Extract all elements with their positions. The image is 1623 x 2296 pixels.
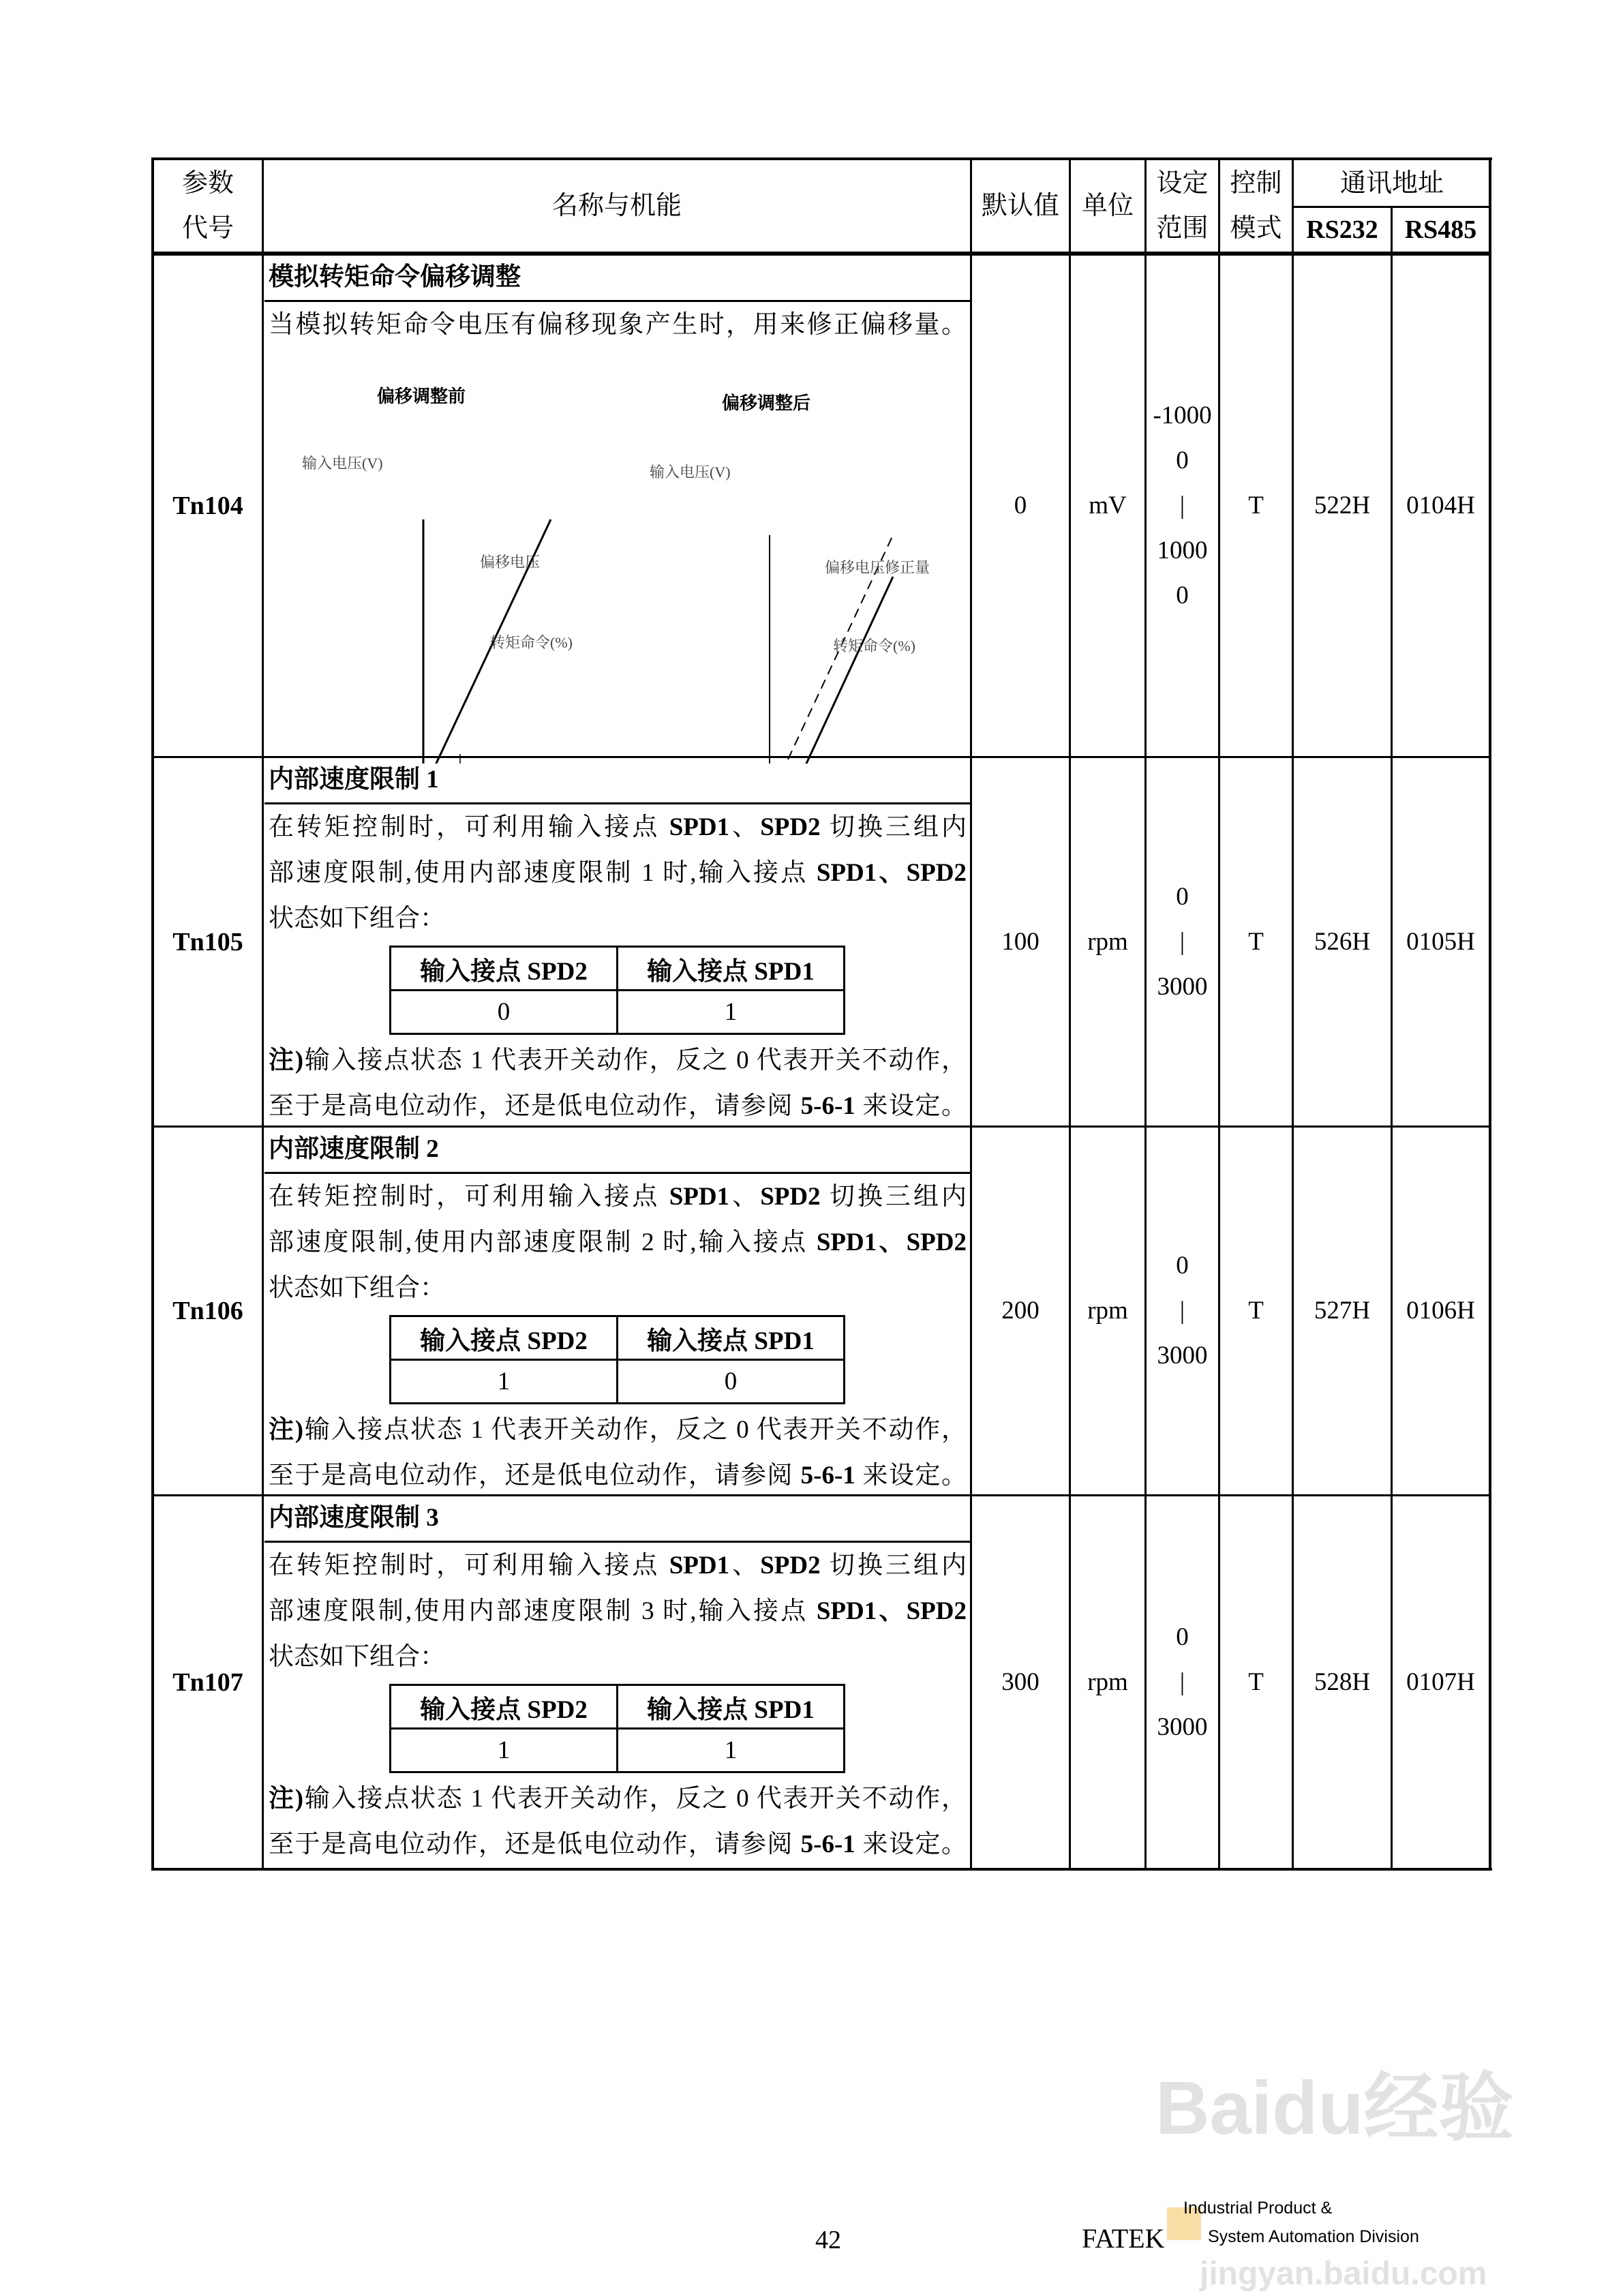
rs485-address-text: 0107H bbox=[1406, 1667, 1475, 1696]
bold-term: SPD1 bbox=[669, 813, 730, 841]
rs232-address-text: 526H bbox=[1314, 927, 1371, 956]
header-text: 代号 bbox=[181, 214, 234, 243]
header-text: 名称与机能 bbox=[551, 192, 682, 220]
offset-label: 偏移电压修正量 bbox=[825, 559, 930, 576]
range-value: 0 bbox=[1176, 1252, 1189, 1280]
range-value: 0 bbox=[1176, 447, 1189, 474]
y-axis-label: 输入电压(V) bbox=[302, 455, 383, 472]
param-code-text: Tn106 bbox=[172, 1297, 243, 1325]
unit-text: rpm bbox=[1087, 1667, 1128, 1696]
header-text: 单位 bbox=[1081, 192, 1134, 220]
diagram-after bbox=[624, 393, 930, 764]
table-cell: 1 bbox=[391, 1729, 618, 1772]
default-value-text: 100 bbox=[1001, 927, 1040, 956]
bold-term: 注) bbox=[269, 1416, 304, 1444]
text-segment: 状态如下组合： bbox=[269, 1643, 445, 1671]
input-state-table bbox=[389, 1315, 845, 1404]
parameter-title: 内部速度限制 1 bbox=[264, 758, 971, 804]
division-line-1: Industrial Product & bbox=[1183, 2199, 1333, 2218]
text-segment: 当模拟转矩命令电压有偏移现象产生时，用来修正偏移量。 bbox=[269, 311, 967, 339]
description-line bbox=[264, 1588, 971, 1634]
bold-term: 注) bbox=[269, 1046, 304, 1074]
input-state-table bbox=[389, 1684, 845, 1773]
table-row bbox=[391, 1360, 845, 1404]
text-segment: 输入接点状态 1 代表开关动作，反之 0 代表开关不动作， bbox=[303, 1046, 967, 1074]
parameter-description bbox=[264, 758, 971, 1129]
rs485-address-text: 0105H bbox=[1406, 927, 1475, 956]
header-text: 默认值 bbox=[981, 192, 1059, 220]
table-cell: 1 bbox=[618, 1729, 845, 1772]
setting-range bbox=[1147, 1128, 1218, 1494]
brand-name: FATEK bbox=[1082, 2223, 1165, 2254]
default-value-text: 0 bbox=[1014, 492, 1027, 519]
corrected-line bbox=[628, 577, 893, 764]
range-value: 1000 bbox=[1157, 537, 1208, 564]
table-header-cell: 输入接点 SPD1 bbox=[618, 947, 845, 991]
bold-term: 注) bbox=[269, 1785, 304, 1813]
text-segment: 来设定。 bbox=[855, 1092, 967, 1120]
parameter-title: 模拟转矩命令偏移调整 bbox=[264, 256, 971, 302]
diagram-title: 偏移调整前 bbox=[376, 387, 466, 406]
bold-term: SPD1、SPD2 bbox=[816, 1228, 967, 1256]
description-line bbox=[264, 1407, 971, 1453]
parameter-title: 内部速度限制 2 bbox=[264, 1128, 971, 1174]
header-text: RS232 bbox=[1306, 215, 1378, 244]
control-mode-text: T bbox=[1248, 492, 1264, 519]
text-segment: 至于是高电位动作，还是低电位动作，请参阅 bbox=[269, 1830, 801, 1858]
parameter-title: 内部速度限制 3 bbox=[264, 1496, 971, 1543]
bold-term: 5-6-1 bbox=[800, 1092, 855, 1120]
range-value: 0 bbox=[1176, 581, 1189, 609]
text-segment: 、 bbox=[729, 1183, 761, 1211]
param-code bbox=[154, 1128, 262, 1494]
control-mode-text: T bbox=[1248, 1297, 1264, 1325]
setting-range bbox=[1147, 758, 1218, 1126]
description-line bbox=[264, 1038, 971, 1083]
x-axis-label: 转矩命令(%) bbox=[833, 637, 915, 654]
control-mode bbox=[1220, 758, 1292, 1126]
offset-label: 偏移电压 bbox=[480, 554, 541, 571]
description-line bbox=[264, 850, 971, 896]
header-text: 设定 bbox=[1156, 169, 1209, 198]
text-segment: 至于是高电位动作，还是低电位动作，请参阅 bbox=[269, 1462, 801, 1490]
table-header-cell: 输入接点 SPD2 bbox=[391, 1685, 618, 1729]
rs232-address-text: 522H bbox=[1314, 492, 1371, 519]
parameter-description bbox=[264, 1128, 971, 1498]
input-state-table bbox=[389, 946, 845, 1035]
table-cell: 0 bbox=[391, 991, 618, 1034]
bold-term: SPD1、SPD2 bbox=[816, 859, 967, 887]
bold-term: SPD1、SPD2 bbox=[816, 1597, 967, 1625]
description-line bbox=[264, 1543, 971, 1588]
param-code bbox=[154, 1496, 262, 1868]
rs232-address-text: 527H bbox=[1314, 1297, 1371, 1325]
bold-term: 5-6-1 bbox=[800, 1462, 855, 1490]
description-line bbox=[264, 1174, 971, 1220]
unit bbox=[1071, 1496, 1144, 1868]
range-value: 0 bbox=[1176, 1622, 1189, 1651]
range-value: 3000 bbox=[1157, 1342, 1208, 1370]
text-segment: 、 bbox=[729, 1552, 761, 1580]
default-value-text: 300 bbox=[1001, 1667, 1040, 1696]
text-segment: 状态如下组合： bbox=[269, 905, 445, 933]
description-line bbox=[264, 1822, 971, 1867]
y-axis-label: 输入电压(V) bbox=[650, 464, 731, 481]
range-value: | bbox=[1179, 492, 1185, 519]
table-header-cell: 输入接点 SPD2 bbox=[391, 947, 618, 991]
watermark-logo: Baidu经验 bbox=[1155, 2066, 1514, 2150]
diagram-title: 偏移调整后 bbox=[721, 393, 811, 413]
description-line bbox=[264, 1453, 971, 1498]
control-mode-text: T bbox=[1248, 927, 1264, 956]
table-row bbox=[391, 1729, 845, 1772]
text-segment: 部速度限制,使用内部速度限制 2 时,输入接点 bbox=[269, 1228, 817, 1256]
unit-text: mV bbox=[1089, 492, 1127, 519]
setting-range bbox=[1147, 1496, 1218, 1868]
table-header-row bbox=[391, 1685, 845, 1729]
offset-diagram bbox=[0, 0, 1623, 764]
text-segment: 、 bbox=[729, 813, 761, 841]
description-line bbox=[264, 1220, 971, 1265]
rs485-address bbox=[1393, 1128, 1489, 1494]
unit-text: rpm bbox=[1087, 927, 1128, 956]
header-text: 范围 bbox=[1156, 214, 1209, 243]
rs232-address-text: 528H bbox=[1314, 1667, 1371, 1696]
unit bbox=[1071, 758, 1144, 1126]
text-segment: 来设定。 bbox=[855, 1462, 967, 1490]
rs485-address-text: 0104H bbox=[1406, 492, 1475, 519]
range-value: | bbox=[1179, 1297, 1185, 1325]
param-code-text: Tn104 bbox=[172, 492, 243, 520]
table-row bbox=[391, 991, 845, 1034]
table-header-row bbox=[391, 947, 845, 991]
text-segment: 来设定。 bbox=[855, 1830, 967, 1858]
header-text: 模式 bbox=[1230, 214, 1282, 243]
x-axis-label: 转矩命令(%) bbox=[490, 634, 573, 651]
default-value-text: 200 bbox=[1001, 1297, 1040, 1325]
text-segment: 部速度限制,使用内部速度限制 3 时,输入接点 bbox=[269, 1597, 817, 1625]
param-code-text: Tn105 bbox=[172, 927, 243, 956]
description-line bbox=[264, 1634, 971, 1680]
header-text: 通讯地址 bbox=[1339, 168, 1444, 198]
header-text: 参数 bbox=[181, 169, 234, 198]
text-segment: 在转矩控制时，可利用输入接点 bbox=[269, 813, 669, 841]
unit-text: rpm bbox=[1087, 1297, 1128, 1325]
rs485-address bbox=[1393, 1496, 1489, 1868]
bold-term: 5-6-1 bbox=[800, 1830, 855, 1858]
range-value: 3000 bbox=[1157, 1712, 1208, 1741]
table-cell: 1 bbox=[618, 991, 845, 1034]
range-value: | bbox=[1179, 927, 1185, 956]
description-line bbox=[264, 1083, 971, 1129]
description-line bbox=[264, 1265, 971, 1311]
division-line-2: System Automation Division bbox=[1208, 2227, 1419, 2246]
bold-term: SPD1 bbox=[669, 1183, 730, 1211]
range-value: 0 bbox=[1176, 882, 1189, 911]
text-segment: 切换三组内 bbox=[820, 1183, 967, 1211]
rs232-address bbox=[1294, 758, 1391, 1126]
control-mode-text: T bbox=[1248, 1667, 1264, 1696]
control-mode bbox=[1220, 1128, 1292, 1494]
diagram-before bbox=[275, 386, 573, 764]
text-segment: 切换三组内 bbox=[820, 813, 967, 841]
unit bbox=[1071, 1128, 1144, 1494]
bold-term: SPD2 bbox=[760, 813, 821, 841]
control-mode bbox=[1220, 1496, 1292, 1868]
table-header-cell: 输入接点 SPD2 bbox=[391, 1316, 618, 1360]
description-line bbox=[264, 804, 971, 850]
default-value bbox=[972, 1496, 1069, 1868]
description-line bbox=[264, 896, 971, 941]
text-segment: 在转矩控制时，可利用输入接点 bbox=[269, 1183, 669, 1211]
range-value: 3000 bbox=[1157, 972, 1208, 1001]
range-value: | bbox=[1179, 1667, 1185, 1696]
text-segment: 至于是高电位动作，还是低电位动作，请参阅 bbox=[269, 1092, 801, 1120]
param-code bbox=[154, 758, 262, 1126]
bold-term: SPD2 bbox=[760, 1183, 821, 1211]
description-line bbox=[264, 1776, 971, 1822]
text-segment: 部速度限制,使用内部速度限制 1 时,输入接点 bbox=[269, 859, 817, 887]
table-header-cell: 输入接点 SPD1 bbox=[618, 1685, 845, 1729]
text-segment: 在转矩控制时，可利用输入接点 bbox=[269, 1552, 669, 1580]
range-value: -1000 bbox=[1153, 402, 1212, 429]
table-cell: 1 bbox=[391, 1360, 618, 1404]
header-text: RS485 bbox=[1404, 215, 1477, 244]
rs485-address-text: 0106H bbox=[1406, 1297, 1475, 1325]
table-header-row bbox=[391, 1316, 845, 1360]
text-segment: 状态如下组合： bbox=[269, 1274, 445, 1302]
text-segment: 切换三组内 bbox=[820, 1552, 967, 1580]
table-cell: 0 bbox=[618, 1360, 845, 1404]
page-number: 42 bbox=[815, 2226, 841, 2254]
table-header-cell: 输入接点 SPD1 bbox=[618, 1316, 845, 1360]
header-text: 控制 bbox=[1230, 169, 1282, 198]
bold-term: SPD2 bbox=[760, 1552, 821, 1580]
rs485-address bbox=[1393, 758, 1489, 1126]
text-segment: 输入接点状态 1 代表开关动作，反之 0 代表开关不动作， bbox=[303, 1785, 967, 1813]
default-value bbox=[972, 1128, 1069, 1494]
parameter-description bbox=[264, 1496, 971, 1867]
text-segment: 输入接点状态 1 代表开关动作，反之 0 代表开关不动作， bbox=[303, 1416, 967, 1444]
default-value bbox=[972, 758, 1069, 1126]
bold-term: SPD1 bbox=[669, 1552, 730, 1580]
watermark-url: jingyan.baidu.com bbox=[1200, 2256, 1487, 2292]
param-code-text: Tn107 bbox=[172, 1667, 243, 1697]
rs232-address bbox=[1294, 1128, 1391, 1494]
rs232-address bbox=[1294, 1496, 1391, 1868]
